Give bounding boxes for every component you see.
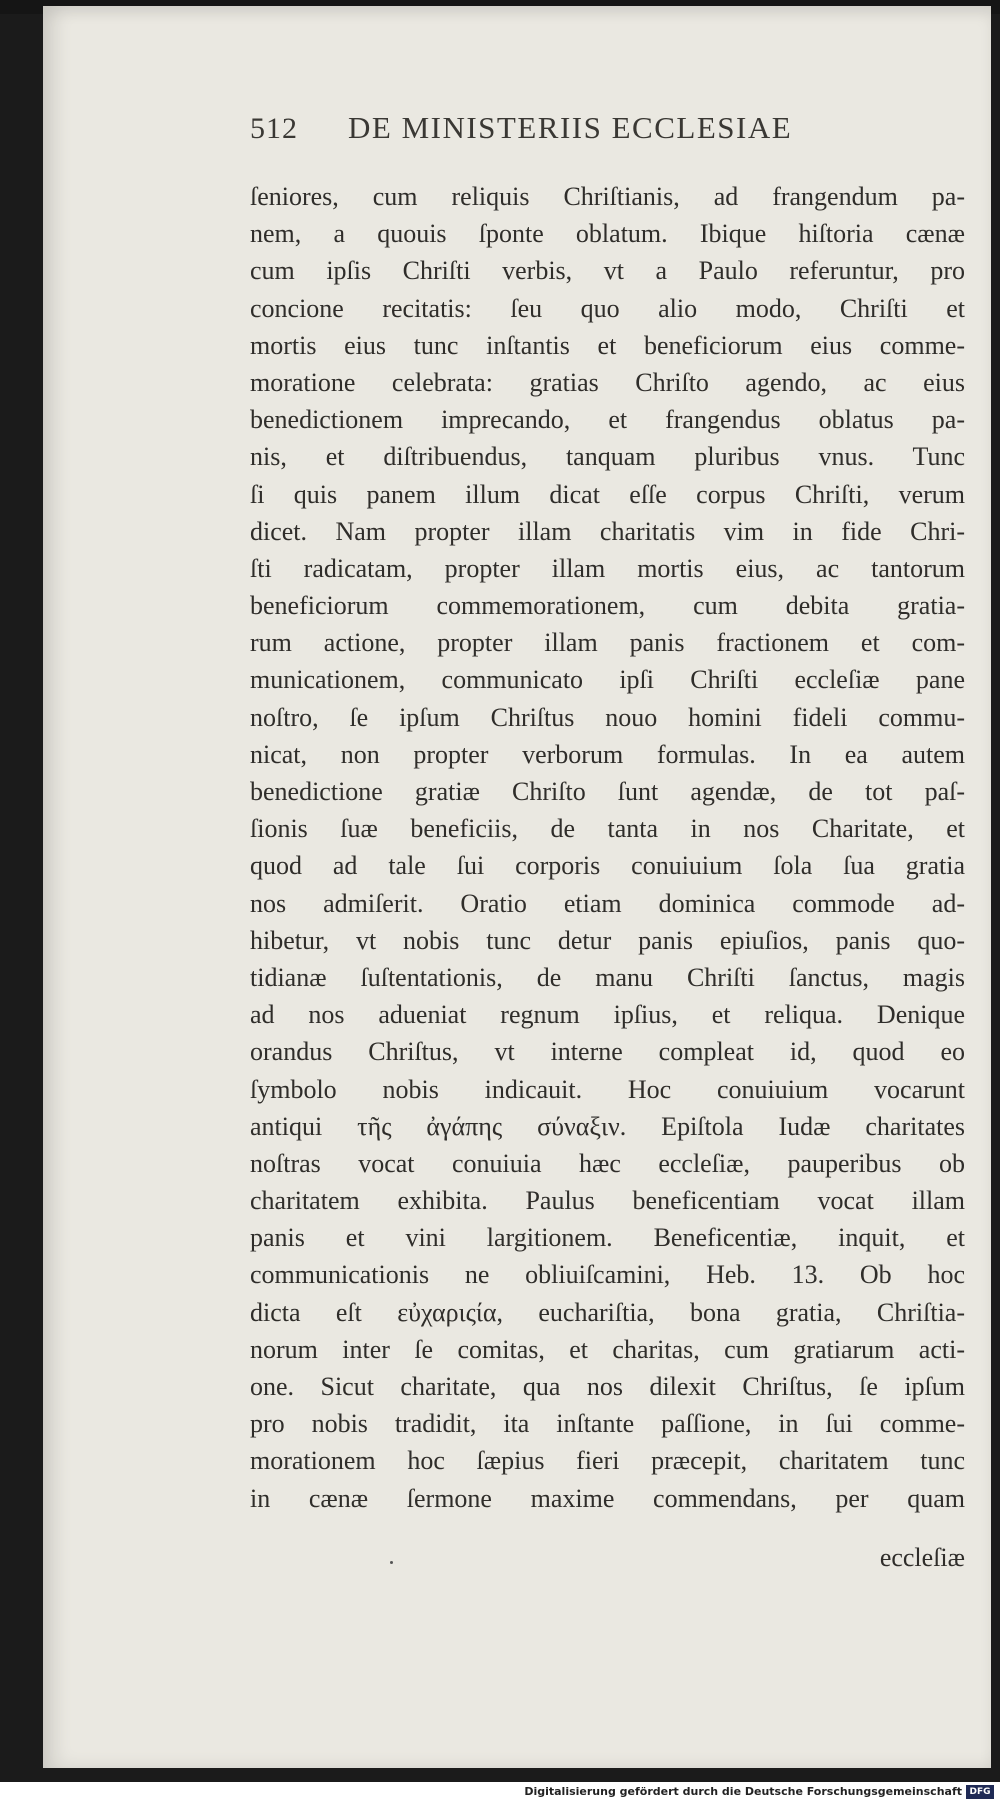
text-line: norum inter ſe comitas, et charitas, cum gratiarum acti- [250, 1334, 965, 1364]
text-line: nem, a quouis ſponte oblatum. Ibique hiſtoria cænæ [250, 219, 965, 249]
text-line: ſymbolo nobis indicauit. Hoc conuiuium vocarunt [250, 1074, 965, 1104]
text-line: communicationis ne obliuiſcamini, Heb. 13. Ob hoc [250, 1260, 965, 1290]
text-line: moratione celebrata: gratias Chriſto agendo, ac eius [250, 367, 965, 397]
text-line: morationem hoc ſæpius fieri præcepit, charitatem tunc [250, 1446, 965, 1476]
text-line: municationem, communicato ipſi Chriſti eccleſiæ pane [250, 665, 965, 695]
text-line: panis et vini largitionem. Beneficentiæ, inquit, et [250, 1223, 965, 1253]
page-header [250, 110, 970, 160]
text-line: ſionis ſuæ beneficiis, de tanta in nos Charitate, et [250, 814, 965, 844]
text-line: nis, et diſtribuendus, tanquam pluribus vnus. Tunc [250, 442, 965, 472]
text-line: charitatem exhibita. Paulus beneficentiam vocat illam [250, 1186, 965, 1216]
text-line: ad nos adueniat regnum ipſius, et reliqua. Denique [250, 1000, 965, 1030]
ink-speck [390, 1561, 393, 1564]
text-line: antiqui τῆς ἀγάπης σύναξιν. Epiſtola Iudæ charitates [250, 1111, 965, 1141]
text-line: in cænæ ſermone maxime commendans, per quam [250, 1483, 965, 1513]
text-line: dicet. Nam propter illam charitatis vim in fide Chri- [250, 516, 965, 546]
page-number: 512 [250, 112, 298, 145]
text-line: quod ad tale ſui corporis conuiuium ſola ſua gratia [250, 851, 965, 881]
text-line: dicta eſt εὐχαριςία, euchariſtia, bona gratia, Chriſtia- [250, 1297, 965, 1327]
text-line: rum actione, propter illam panis fractionem et com- [250, 628, 965, 658]
text-line: nicat, non propter verborum formulas. In ea autem [250, 739, 965, 769]
catchword: eccleſiæ [879, 1543, 965, 1572]
text-line: one. Sicut charitate, qua nos dilexit Chriſtus, ſe ipſum [250, 1372, 965, 1401]
text-line: cum ipſis Chriſti verbis, vt a Paulo referuntur, pro [250, 256, 965, 286]
text-line: concione recitatis: ſeu quo alio modo, Chriſti et [250, 293, 965, 323]
text-line: noſtro, ſe ipſum Chriſtus nouo homini fideli commu- [250, 702, 965, 732]
body-text [250, 178, 965, 1517]
dfg-logo: DFG [966, 1785, 994, 1799]
text-line: orandus Chriſtus, vt interne compleat id, quod eo [250, 1037, 965, 1067]
text-line: nos admiſerit. Oratio etiam dominica commode ad- [250, 888, 965, 918]
text-line: ſti radicatam, propter illam mortis eius, ac tantorum [250, 553, 965, 583]
text-line: hibetur, vt nobis tunc detur panis epiuſios, panis quo- [250, 925, 965, 955]
text-line: benedictione gratiæ Chriſto ſunt agendæ, de tot paſ- [250, 777, 965, 806]
text-line: noſtras vocat conuiuia hæc eccleſiæ, pauperibus ob [250, 1148, 965, 1178]
text-line: ſeniores, cum reliquis Chriſtianis, ad frangendum pa- [250, 182, 965, 211]
text-line: tidianæ ſuſtentationis, de manu Chriſti ſanctus, magis [250, 962, 965, 992]
running-head: DE MINISTERIIS ECCLESIAE [348, 110, 793, 145]
text-line: mortis eius tunc inſtantis et beneficiorum eius comme- [250, 330, 965, 360]
digitization-footer [0, 1782, 1000, 1803]
text-line: benedictionem imprecando, et frangendus oblatus pa- [250, 405, 965, 435]
text-line: beneficiorum commemorationem, cum debita gratia- [250, 591, 965, 621]
text-line: pro nobis tradidit, ita inſtante paſſione, in ſui comme- [250, 1409, 965, 1439]
text-line: ſi quis panem illum dicat eſſe corpus Chriſti, verum [250, 479, 965, 509]
footer-credit: Digitalisierung gefördert durch die Deutsche Forschungsgemeinschaft [524, 1785, 962, 1798]
